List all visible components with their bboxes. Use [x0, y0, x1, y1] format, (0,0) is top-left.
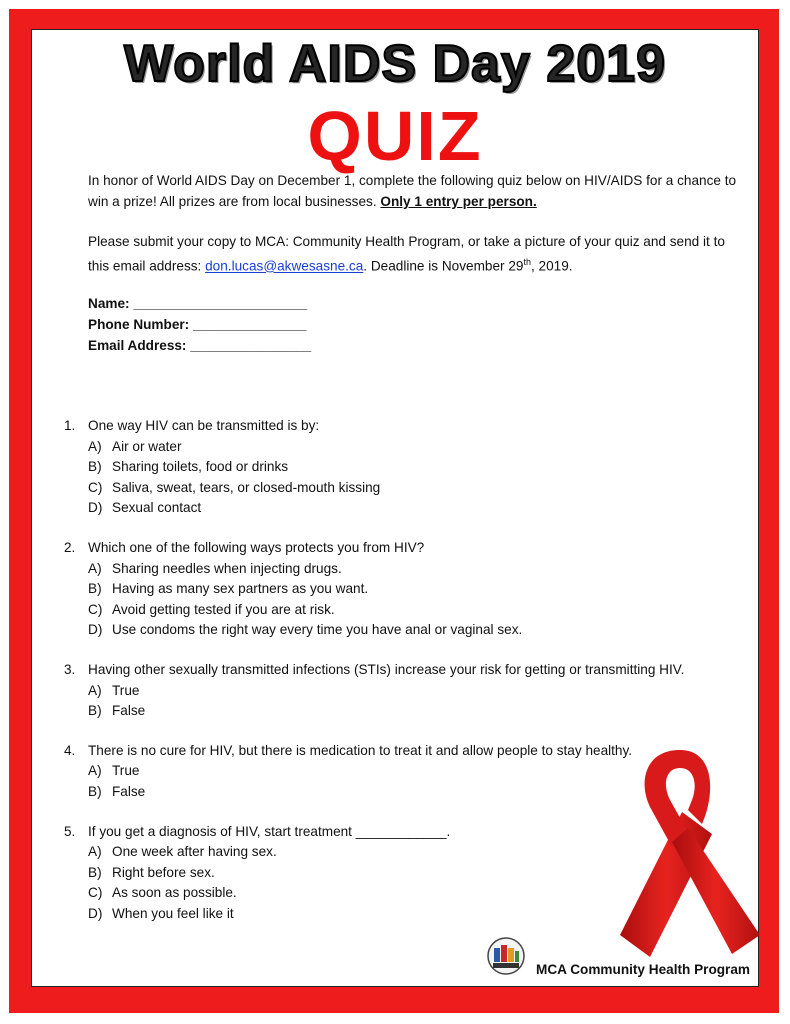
page-title: World AIDS Day 2019 — [123, 35, 667, 93]
option-text: Sexual contact — [112, 500, 202, 516]
answer-option[interactable] — [64, 600, 744, 621]
program-name: MCA Community Health Program — [536, 962, 750, 977]
option-letter: B) — [88, 581, 102, 597]
question-label: Having other sexually transmitted infections (STIs) increase your risk for getting or transmitting HIV. — [88, 661, 685, 677]
question-item — [64, 416, 744, 519]
option-letter: A) — [88, 560, 102, 576]
answer-option[interactable] — [64, 681, 744, 702]
red-ribbon-icon — [610, 742, 760, 957]
answer-option[interactable] — [64, 457, 744, 478]
entry-limit-note: Only 1 entry per person. — [380, 194, 537, 209]
mca-logo-icon — [486, 936, 526, 976]
answer-option[interactable] — [64, 579, 744, 600]
option-letter: C) — [88, 479, 103, 495]
question-text — [64, 660, 744, 681]
option-text: Right before sex. — [112, 864, 215, 880]
question-item — [64, 660, 744, 722]
intro-paragraph — [88, 170, 748, 212]
option-text: True — [112, 763, 140, 779]
name-field[interactable]: Name: _______________________ — [88, 296, 308, 311]
option-text: False — [112, 783, 146, 799]
option-text: Sharing needles when injecting drugs. — [112, 560, 342, 576]
option-text: False — [112, 703, 146, 719]
question-label: Which one of the following ways protects you from HIV? — [88, 539, 425, 555]
program-footer — [486, 936, 756, 982]
question-label: One way HIV can be transmitted is by: — [88, 418, 320, 433]
question-label: There is no cure for HIV, but there is medication to treat it and allow people to stay healthy. — [88, 742, 633, 758]
answer-option[interactable] — [64, 498, 744, 519]
question-number: 4. — [64, 742, 76, 758]
option-letter: D) — [88, 905, 103, 921]
email-link[interactable]: don.lucas@akwesasne.ca — [205, 258, 364, 274]
answer-option[interactable] — [64, 478, 744, 499]
option-letter: A) — [88, 763, 102, 779]
answer-option[interactable] — [64, 701, 744, 722]
question-text — [64, 416, 744, 437]
question-number: 3. — [64, 661, 76, 677]
option-letter: A) — [88, 682, 102, 698]
question-number: 1. — [64, 418, 76, 433]
answer-option[interactable] — [64, 437, 744, 458]
option-text: Having as many sex partners as you want. — [112, 581, 369, 597]
phone-field[interactable]: Phone Number: _______________ — [88, 317, 307, 332]
option-text: True — [112, 682, 140, 698]
question-label: If you get a diagnosis of HIV, start treatment ____________. — [88, 823, 451, 839]
answer-option[interactable] — [64, 620, 744, 641]
option-text: When you feel like it — [112, 905, 234, 921]
option-text: Air or water — [112, 438, 182, 454]
deadline-sup: th — [523, 257, 531, 267]
option-letter: B) — [88, 864, 102, 880]
submit-text: Please submit your copy to MCA: Community Health Program, or take a picture of your quiz and send it to this email address: — [88, 234, 725, 274]
question-text — [64, 538, 744, 559]
option-text: Saliva, sweat, tears, or closed-mouth kissing — [112, 479, 381, 495]
contact-fields — [88, 293, 311, 356]
quiz-page — [31, 29, 759, 987]
question-item — [64, 538, 744, 641]
option-text: As soon as possible. — [112, 885, 237, 901]
option-text: Use condoms the right way every time you have anal or vaginal sex. — [112, 622, 523, 638]
option-letter: C) — [88, 601, 103, 617]
answer-option[interactable] — [64, 559, 744, 580]
option-text: Sharing toilets, food or drinks — [112, 459, 289, 475]
deadline-text: . Deadline is November 29 — [363, 258, 524, 274]
option-text: One week after having sex. — [112, 844, 277, 860]
deadline-year: , 2019. — [530, 258, 573, 274]
question-number: 2. — [64, 539, 76, 555]
option-letter: B) — [88, 459, 102, 475]
option-letter: B) — [88, 703, 102, 719]
intro-text: In honor of World AIDS Day on December 1, complete the following quiz below on HIV/AIDS for a chance to win a prize! All prizes are from local businesses. — [88, 173, 737, 209]
option-letter: A) — [88, 844, 102, 860]
option-text: Avoid getting tested if you are at risk. — [112, 601, 335, 617]
email-field[interactable]: Email Address: ________________ — [88, 338, 312, 353]
option-letter: A) — [88, 438, 102, 454]
option-letter: B) — [88, 783, 102, 799]
option-letter: C) — [88, 885, 103, 901]
quiz-heading: QUIZ — [307, 97, 483, 175]
submit-paragraph — [88, 231, 748, 277]
question-number: 5. — [64, 823, 76, 839]
option-letter: D) — [88, 622, 103, 638]
option-letter: D) — [88, 500, 103, 516]
